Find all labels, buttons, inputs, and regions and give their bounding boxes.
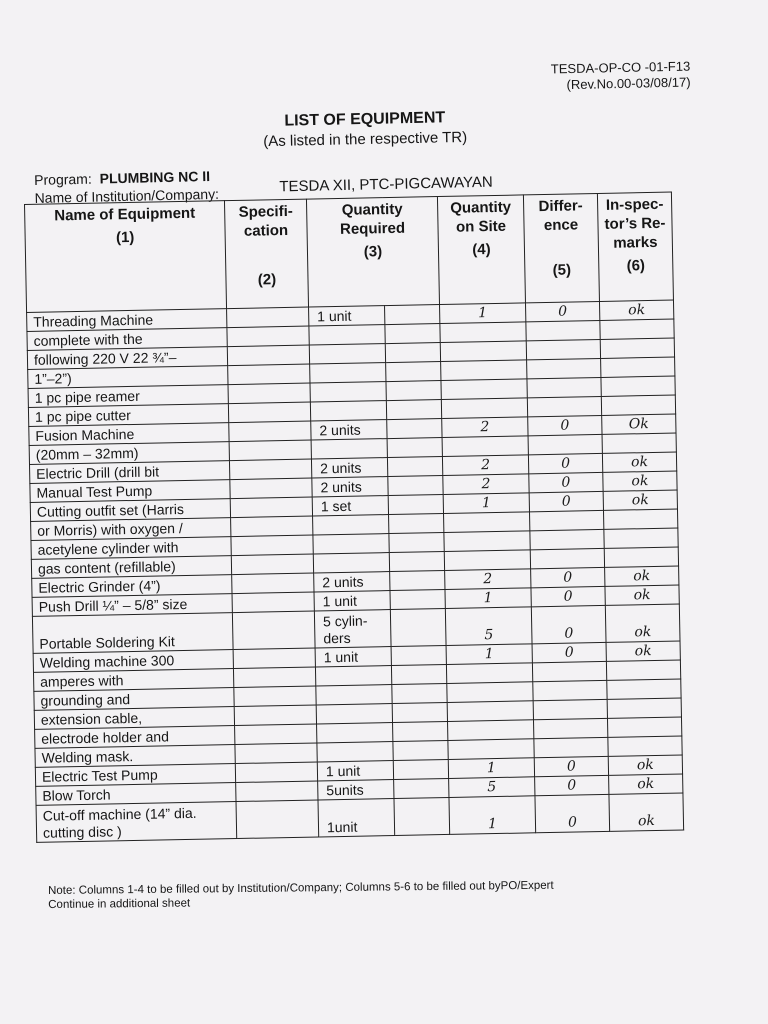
quantity-on-site-cell: 5 — [445, 607, 532, 646]
inspector-remarks-cell — [607, 679, 681, 699]
inspector-remarks-cell: ok — [603, 471, 677, 491]
difference-cell — [533, 718, 607, 738]
quantity-required-blank-cell — [393, 740, 448, 760]
header-inspector-remarks-label: In-spec-tor’s Re-marks — [604, 195, 666, 252]
equipment-name-cell: 1 pc pipe cutter — [28, 404, 228, 427]
quantity-required-blank-cell — [392, 683, 447, 703]
difference-cell: 0 — [531, 605, 606, 643]
header-inspector-remarks — [597, 192, 673, 301]
inspector-remarks-cell — [607, 717, 681, 737]
difference-cell — [530, 548, 604, 568]
equipment-name-cell: electrode holder and — [35, 726, 235, 749]
equipment-name-cell: Portable Soldering Kit — [32, 613, 233, 654]
specification-cell — [235, 743, 317, 764]
quantity-required-blank-cell — [393, 759, 448, 779]
quantity-required-blank-cell — [387, 457, 442, 477]
quantity-required-cell — [309, 325, 385, 345]
institution-value: TESDA XII, PTC-PIGCAWAYAN — [279, 173, 493, 196]
quantity-on-site-cell — [447, 701, 533, 722]
inspector-remarks-cell: ok — [605, 604, 680, 642]
header-equipment-name-label: Name of Equipment — [54, 204, 196, 225]
header-specification-number: (2) — [257, 271, 277, 289]
inspector-remarks-cell — [603, 509, 677, 529]
quantity-required-blank-cell — [390, 570, 445, 590]
quantity-on-site-cell — [447, 682, 533, 703]
inspector-remarks-cell: ok — [605, 585, 679, 605]
header-equipment-name — [25, 201, 227, 313]
inspector-remarks-cell — [604, 547, 678, 567]
difference-cell: 0 — [529, 491, 603, 511]
header-quantity-required — [306, 197, 439, 307]
quantity-on-site-cell — [448, 739, 534, 760]
equipment-name-cell: amperes with — [33, 669, 233, 692]
specification-cell — [229, 421, 311, 442]
quantity-required-cell: 1 unit — [315, 647, 391, 667]
quantity-required-cell: 5units — [318, 780, 394, 800]
specification-cell — [231, 535, 313, 556]
quantity-on-site-cell: 1 — [443, 493, 529, 514]
quantity-required-cell: 1 set — [312, 496, 388, 516]
inspector-remarks-cell — [602, 433, 676, 453]
difference-cell — [533, 699, 607, 719]
quantity-required-cell — [310, 401, 386, 421]
inspector-remarks-cell — [607, 698, 681, 718]
difference-cell: 0 — [535, 794, 610, 832]
quantity-on-site-cell: 1 — [449, 796, 536, 835]
specification-cell — [233, 648, 315, 669]
quantity-required-blank-cell — [391, 645, 446, 665]
equipment-name-cell: Electric Grinder (4”) — [32, 575, 232, 598]
page-subtitle: (As listed in the respective TR) — [263, 128, 468, 151]
difference-cell: 0 — [531, 586, 605, 606]
specification-cell — [227, 326, 309, 347]
quantity-required-blank-cell — [388, 476, 443, 496]
quantity-required-blank-cell — [385, 343, 440, 363]
difference-cell — [528, 434, 602, 454]
inspector-remarks-cell: ok — [609, 793, 684, 831]
specification-cell — [230, 497, 312, 518]
quantity-on-site-cell: 2 — [445, 569, 531, 590]
quantity-on-site-cell: 2 — [442, 455, 528, 476]
quantity-required-cell — [313, 553, 389, 573]
specification-cell — [235, 762, 317, 783]
quantity-on-site-cell: 2 — [443, 474, 529, 495]
difference-cell — [526, 320, 600, 340]
difference-cell — [527, 377, 601, 397]
quantity-required-cell — [313, 534, 389, 554]
difference-cell: 0 — [534, 756, 608, 776]
quantity-required-blank-cell — [385, 324, 440, 344]
header-quantity-required-label: Quantity Required — [339, 200, 406, 238]
header-specification-label: Specifi-cation — [238, 202, 293, 240]
equipment-name-cell: Welding mask. — [35, 745, 235, 768]
quantity-on-site-cell — [444, 512, 530, 533]
equipment-name-cell: grounding and — [34, 688, 234, 711]
equipment-name-cell: (20mm – 32mm) — [29, 442, 229, 465]
equipment-name-cell: Electric Drill (drill bit — [30, 461, 230, 484]
difference-cell: 0 — [532, 642, 606, 662]
difference-cell — [532, 661, 606, 681]
quantity-required-blank-cell — [390, 589, 445, 609]
difference-cell: 0 — [531, 567, 605, 587]
specification-cell — [232, 592, 314, 613]
inspector-remarks-cell — [601, 357, 675, 377]
equipment-name-cell: or Morris) with oxygen / — [31, 518, 231, 541]
difference-cell — [527, 396, 601, 416]
quantity-on-site-cell: 2 — [442, 417, 528, 438]
specification-cell — [233, 667, 315, 688]
specification-cell — [236, 781, 318, 802]
specification-cell — [227, 307, 309, 328]
equipment-name-cell: Manual Test Pump — [30, 480, 230, 503]
quantity-required-blank-cell — [386, 400, 441, 420]
equipment-name-cell: following 220 V 22 ¾”– — [27, 347, 227, 370]
quantity-on-site-cell — [441, 398, 527, 419]
quantity-on-site-cell — [441, 379, 527, 400]
revision-number: (Rev.No.00-03/08/17) — [565, 74, 691, 93]
difference-cell: 0 — [529, 472, 603, 492]
note-line-1: Note: Columns 1-4 to be filled out by Institution/Company; Columns 5-6 to be filled out byPO/Expert — [48, 879, 554, 897]
quantity-required-cell: 5 cylin-ders — [314, 610, 391, 648]
quantity-required-cell — [317, 742, 393, 762]
quantity-required-cell: 2 units — [314, 572, 390, 592]
equipment-table-body — [27, 300, 684, 842]
document-code — [550, 59, 690, 94]
quantity-on-site-cell: 5 — [449, 777, 535, 798]
quantity-required-blank-cell — [393, 721, 448, 741]
equipment-name-cell: Welding machine 300 — [33, 650, 233, 673]
quantity-required-blank-cell — [392, 702, 447, 722]
quantity-required-cell: 2 units — [311, 420, 387, 440]
quantity-required-blank-cell — [389, 514, 444, 534]
quantity-on-site-cell: 1 — [448, 758, 534, 779]
equipment-table — [24, 192, 684, 843]
equipment-name-cell: extension cable, — [34, 707, 234, 730]
difference-cell: 0 — [525, 301, 599, 321]
quantity-required-cell — [316, 685, 392, 705]
specification-cell — [228, 364, 310, 385]
equipment-name-cell: 1”–2”) — [28, 366, 228, 389]
specification-cell — [231, 516, 313, 537]
quantity-required-cell — [311, 439, 387, 459]
quantity-required-blank-cell — [386, 362, 441, 382]
table-header-row — [25, 192, 674, 312]
title-block — [200, 107, 531, 154]
quantity-on-site-cell — [440, 322, 526, 343]
difference-cell — [526, 339, 600, 359]
specification-cell — [232, 611, 315, 650]
inspector-remarks-cell — [601, 376, 675, 396]
inspector-remarks-cell: ok — [599, 300, 673, 320]
equipment-name-cell: 1 pc pipe reamer — [28, 385, 228, 408]
program-value: PLUMBING NC II — [99, 168, 211, 187]
equipment-table-wrap — [24, 192, 684, 843]
equipment-name-cell: Blow Torch — [36, 783, 236, 806]
difference-cell — [533, 680, 607, 700]
quantity-required-cell: 1 unit — [314, 591, 390, 611]
inspector-remarks-cell — [600, 338, 674, 358]
inspector-remarks-cell: ok — [605, 566, 679, 586]
inspector-remarks-cell — [608, 736, 682, 756]
quantity-on-site-cell — [442, 436, 528, 457]
difference-cell — [527, 358, 601, 378]
specification-cell — [228, 402, 310, 423]
footer-note — [48, 878, 668, 912]
specification-cell — [236, 800, 319, 839]
equipment-name-cell: acetylene cylinder with — [31, 537, 231, 560]
specification-cell — [234, 705, 316, 726]
quantity-required-cell — [317, 723, 393, 743]
specification-cell — [229, 440, 311, 461]
quantity-required-cell: 1 unit — [317, 761, 393, 781]
quantity-required-blank-cell — [385, 305, 440, 325]
quantity-required-blank-cell — [389, 551, 444, 571]
specification-cell — [227, 345, 309, 366]
specification-cell — [228, 383, 310, 404]
inspector-remarks-cell: ok — [608, 755, 682, 775]
quantity-required-blank-cell — [387, 438, 442, 458]
specification-cell — [234, 686, 316, 707]
quantity-required-cell: 1unit — [318, 799, 395, 837]
header-difference-label: Differ-ence — [538, 197, 583, 235]
quantity-on-site-cell — [444, 550, 530, 571]
quantity-required-blank-cell — [394, 778, 449, 798]
header-inspector-remarks-number: (6) — [626, 257, 646, 275]
equipment-name-cell: Threading Machine — [27, 309, 227, 332]
difference-cell — [530, 510, 604, 530]
quantity-required-cell — [310, 382, 386, 402]
quantity-required-blank-cell — [386, 381, 441, 401]
quantity-on-site-cell — [448, 720, 534, 741]
header-specification — [224, 199, 308, 309]
quantity-required-cell — [310, 363, 386, 383]
header-quantity-required-number: (3) — [363, 243, 383, 261]
specification-cell — [231, 554, 313, 575]
inspector-remarks-cell: ok — [602, 452, 676, 472]
quantity-required-cell: 2 units — [311, 458, 387, 478]
quantity-required-cell: 1 unit — [309, 306, 385, 326]
header-quantity-on-site — [437, 195, 525, 305]
inspector-remarks-cell — [600, 319, 674, 339]
specification-cell — [235, 724, 317, 745]
header-equipment-name-number: (1) — [115, 228, 135, 247]
quantity-required-cell — [316, 704, 392, 724]
header-difference — [523, 193, 599, 302]
quantity-required-cell — [313, 515, 389, 535]
inspector-remarks-cell: Ok — [602, 414, 676, 434]
quantity-required-cell — [309, 344, 385, 364]
quantity-on-site-cell: 1 — [440, 303, 526, 324]
difference-cell: 0 — [528, 415, 602, 435]
inspector-remarks-cell: ok — [603, 490, 677, 510]
quantity-required-blank-cell — [387, 419, 442, 439]
equipment-name-cell: Electric Test Pump — [35, 764, 235, 787]
difference-cell — [534, 737, 608, 757]
note-line-2: Continue in additional sheet — [48, 897, 191, 911]
difference-cell: 0 — [535, 775, 609, 795]
specification-cell — [232, 573, 314, 594]
quantity-on-site-cell — [440, 341, 526, 362]
quantity-required-cell — [315, 666, 391, 686]
inspector-remarks-cell: ok — [609, 774, 683, 794]
quantity-required-blank-cell — [391, 664, 446, 684]
difference-cell: 0 — [528, 453, 602, 473]
page-title: LIST OF EQUIPMENT — [284, 109, 446, 130]
inspector-remarks-cell — [606, 660, 680, 680]
quantity-on-site-cell — [444, 531, 530, 552]
quantity-required-blank-cell — [388, 495, 443, 515]
header-quantity-on-site-number: (4) — [472, 241, 491, 259]
institution-label: Name of Institution/Company: — [34, 185, 220, 206]
quantity-on-site-cell: 1 — [446, 644, 532, 665]
inspector-remarks-cell: ok — [606, 641, 680, 661]
header-quantity-on-site-label: Quantity on Site — [450, 198, 512, 236]
form-code: TESDA-OP-CO -01-F13 — [550, 58, 690, 77]
quantity-required-cell: 2 units — [312, 477, 388, 497]
equipment-name-cell: Push Drill ¼” – 5/8” size — [32, 594, 232, 617]
specification-cell — [230, 478, 312, 499]
quantity-required-blank-cell — [394, 797, 450, 835]
quantity-on-site-cell — [446, 663, 532, 684]
inspector-remarks-cell — [601, 395, 675, 415]
equipment-name-cell: Fusion Machine — [29, 423, 229, 446]
difference-cell — [530, 529, 604, 549]
quantity-required-blank-cell — [389, 532, 444, 552]
equipment-name-cell: Cut-off machine (14” dia. cutting disc ) — [36, 802, 237, 843]
header-difference-number: (5) — [552, 261, 572, 279]
quantity-required-blank-cell — [390, 608, 446, 646]
program-label: Program: — [34, 170, 92, 188]
inspector-remarks-cell — [604, 528, 678, 548]
quantity-on-site-cell — [441, 360, 527, 381]
equipment-name-cell: Cutting outfit set (Harris — [30, 499, 230, 522]
equipment-name-cell: gas content (refillable) — [31, 556, 231, 579]
specification-cell — [229, 459, 311, 480]
quantity-on-site-cell: 1 — [445, 588, 531, 609]
equipment-name-cell: complete with the — [27, 328, 227, 351]
